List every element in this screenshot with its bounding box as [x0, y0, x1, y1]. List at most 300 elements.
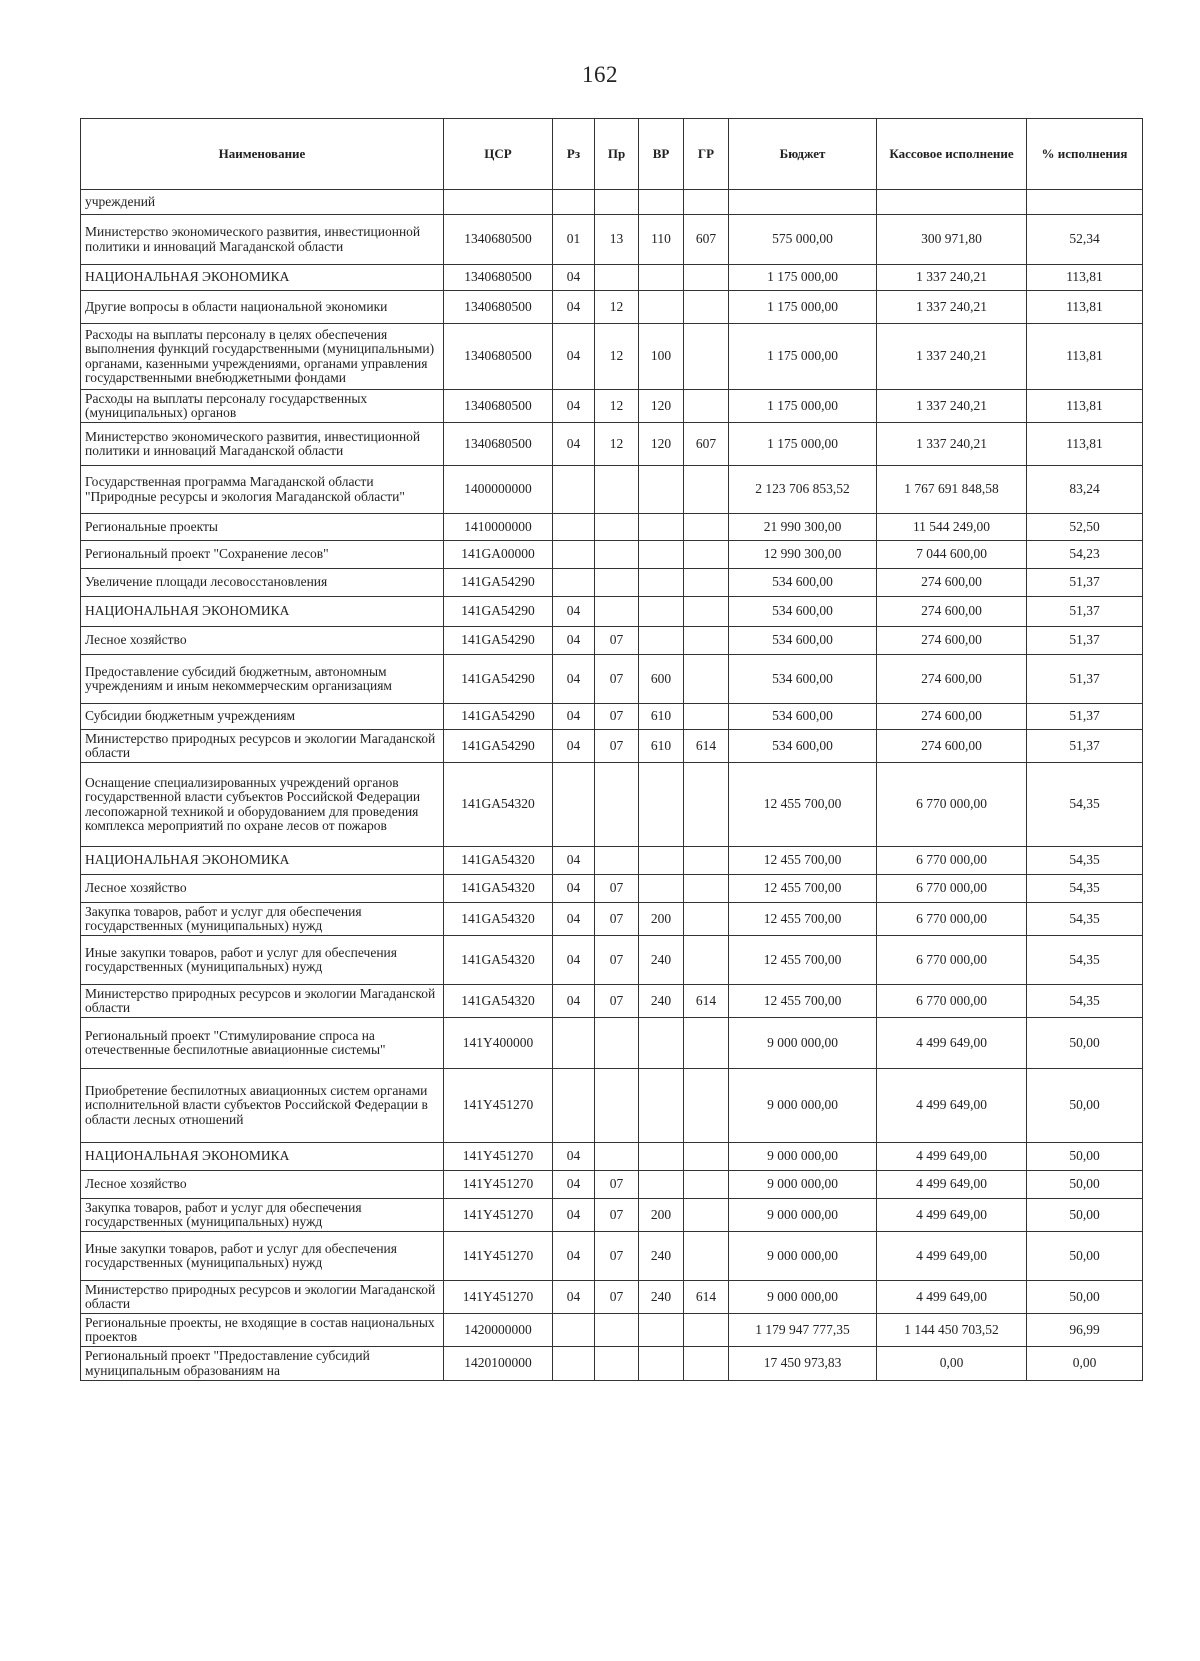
cell-gr: 607 [684, 423, 729, 466]
cell-vr: 610 [639, 730, 684, 763]
table-row [81, 1018, 1143, 1069]
cell-csr: 141GA54290 [444, 730, 553, 763]
cell-budget: 12 455 700,00 [729, 763, 877, 847]
cell-csr: 1400000000 [444, 466, 553, 514]
cell-execution-percent: 50,00 [1027, 1281, 1143, 1314]
cell-csr: 141Y451270 [444, 1281, 553, 1314]
cell-name: учреждений [81, 190, 444, 215]
cell-cash-execution: 6 770 000,00 [877, 763, 1027, 847]
cell-vr [639, 1171, 684, 1199]
cell-rz: 04 [553, 1281, 595, 1314]
cell-rz: 04 [553, 423, 595, 466]
cell-vr [639, 1143, 684, 1171]
cell-name: Министерство природных ресурсов и экологии Магаданской области [81, 1281, 444, 1314]
table-row [81, 763, 1143, 847]
cell-name: Лесное хозяйство [81, 875, 444, 903]
cell-rz: 01 [553, 215, 595, 265]
cell-pr [595, 763, 639, 847]
cell-budget: 12 455 700,00 [729, 936, 877, 985]
cell-csr: 141GA54320 [444, 903, 553, 936]
cell-cash-execution: 6 770 000,00 [877, 875, 1027, 903]
table-header-row [81, 119, 1143, 190]
cell-csr: 1410000000 [444, 514, 553, 541]
cell-rz: 04 [553, 730, 595, 763]
cell-cash-execution: 274 600,00 [877, 655, 1027, 704]
cell-csr: 141GA54320 [444, 847, 553, 875]
cell-gr [684, 1232, 729, 1281]
cell-budget: 12 455 700,00 [729, 875, 877, 903]
header-csr: ЦСР [444, 119, 553, 190]
header-pr: Пр [595, 119, 639, 190]
cell-gr [684, 597, 729, 627]
cell-gr [684, 903, 729, 936]
cell-name: Закупка товаров, работ и услуг для обеспечения государственных (муниципальных) нужд [81, 903, 444, 936]
header-vr: ВР [639, 119, 684, 190]
cell-vr: 600 [639, 655, 684, 704]
cell-vr [639, 1069, 684, 1143]
cell-gr [684, 1347, 729, 1381]
cell-vr: 120 [639, 423, 684, 466]
cell-budget: 9 000 000,00 [729, 1143, 877, 1171]
cell-csr: 141GA54290 [444, 704, 553, 730]
cell-csr: 141GA54290 [444, 569, 553, 597]
cell-name: Министерство природных ресурсов и экологии Магаданской области [81, 985, 444, 1018]
cell-execution-percent: 50,00 [1027, 1018, 1143, 1069]
cell-name: Региональный проект "Предоставление субсидий муниципальным образованиям на [81, 1347, 444, 1381]
cell-execution-percent: 52,50 [1027, 514, 1143, 541]
cell-gr [684, 655, 729, 704]
cell-name: Субсидии бюджетным учреждениям [81, 704, 444, 730]
cell-gr [684, 763, 729, 847]
cell-name: НАЦИОНАЛЬНАЯ ЭКОНОМИКА [81, 1143, 444, 1171]
cell-pr [595, 466, 639, 514]
cell-rz: 04 [553, 655, 595, 704]
cell-execution-percent: 51,37 [1027, 704, 1143, 730]
cell-csr: 141Y451270 [444, 1143, 553, 1171]
page-number: 162 [582, 62, 618, 87]
cell-pr: 07 [595, 704, 639, 730]
cell-name: Лесное хозяйство [81, 1171, 444, 1199]
cell-pr [595, 847, 639, 875]
cell-execution-percent: 113,81 [1027, 291, 1143, 324]
table-body [81, 190, 1143, 1381]
cell-rz [553, 541, 595, 569]
table-row [81, 1069, 1143, 1143]
cell-budget: 1 175 000,00 [729, 390, 877, 423]
cell-pr [595, 541, 639, 569]
cell-pr: 07 [595, 1199, 639, 1232]
cell-cash-execution: 274 600,00 [877, 627, 1027, 655]
cell-gr [684, 847, 729, 875]
cell-name: НАЦИОНАЛЬНАЯ ЭКОНОМИКА [81, 597, 444, 627]
cell-name: Министерство экономического развития, инвестиционной политики и инноваций Магаданской области [81, 423, 444, 466]
cell-budget: 12 990 300,00 [729, 541, 877, 569]
cell-csr: 1420000000 [444, 1314, 553, 1347]
cell-name: Приобретение беспилотных авиационных систем органами исполнительной власти субъектов Российской Федерации в области лесных отношений [81, 1069, 444, 1143]
cell-name: Другие вопросы в области национальной экономики [81, 291, 444, 324]
cell-budget: 1 179 947 777,35 [729, 1314, 877, 1347]
cell-execution-percent: 83,24 [1027, 466, 1143, 514]
cell-execution-percent: 50,00 [1027, 1069, 1143, 1143]
cell-pr [595, 569, 639, 597]
cell-cash-execution: 1 337 240,21 [877, 390, 1027, 423]
cell-csr: 141Y451270 [444, 1199, 553, 1232]
cell-budget: 17 450 973,83 [729, 1347, 877, 1381]
cell-execution-percent: 54,35 [1027, 903, 1143, 936]
cell-pr: 13 [595, 215, 639, 265]
cell-cash-execution: 7 044 600,00 [877, 541, 1027, 569]
cell-rz [553, 1314, 595, 1347]
cell-budget: 1 175 000,00 [729, 265, 877, 291]
cell-execution-percent: 96,99 [1027, 1314, 1143, 1347]
cell-rz [553, 1069, 595, 1143]
cell-vr [639, 190, 684, 215]
cell-cash-execution: 274 600,00 [877, 569, 1027, 597]
cell-budget: 2 123 706 853,52 [729, 466, 877, 514]
cell-name: Региональные проекты [81, 514, 444, 541]
table-row [81, 1199, 1143, 1232]
cell-pr: 07 [595, 655, 639, 704]
cell-execution-percent: 113,81 [1027, 390, 1143, 423]
cell-vr: 200 [639, 1199, 684, 1232]
cell-pr: 12 [595, 390, 639, 423]
cell-budget: 12 455 700,00 [729, 847, 877, 875]
cell-rz: 04 [553, 627, 595, 655]
cell-execution-percent: 51,37 [1027, 597, 1143, 627]
cell-pr: 07 [595, 1281, 639, 1314]
cell-rz [553, 1347, 595, 1381]
cell-name: Предоставление субсидий бюджетным, автономным учреждениям и иным некоммерческим организациям [81, 655, 444, 704]
table-row [81, 1347, 1143, 1381]
cell-vr [639, 1018, 684, 1069]
cell-cash-execution: 4 499 649,00 [877, 1171, 1027, 1199]
table-row [81, 423, 1143, 466]
cell-rz: 04 [553, 291, 595, 324]
cell-execution-percent: 51,37 [1027, 569, 1143, 597]
cell-budget: 1 175 000,00 [729, 291, 877, 324]
cell-budget: 9 000 000,00 [729, 1199, 877, 1232]
cell-execution-percent: 113,81 [1027, 265, 1143, 291]
table-row [81, 466, 1143, 514]
header-name: Наименование [81, 119, 444, 190]
cell-cash-execution: 1 337 240,21 [877, 423, 1027, 466]
cell-rz: 04 [553, 265, 595, 291]
cell-csr: 141Y451270 [444, 1069, 553, 1143]
cell-pr [595, 1018, 639, 1069]
cell-budget: 21 990 300,00 [729, 514, 877, 541]
cell-cash-execution: 6 770 000,00 [877, 936, 1027, 985]
cell-pr [595, 1069, 639, 1143]
cell-rz: 04 [553, 1232, 595, 1281]
table-row [81, 627, 1143, 655]
cell-budget: 9 000 000,00 [729, 1171, 877, 1199]
cell-pr: 12 [595, 291, 639, 324]
cell-name: Лесное хозяйство [81, 627, 444, 655]
cell-execution-percent: 113,81 [1027, 423, 1143, 466]
cell-gr [684, 265, 729, 291]
cell-vr [639, 291, 684, 324]
cell-execution-percent: 51,37 [1027, 627, 1143, 655]
cell-vr [639, 763, 684, 847]
cell-execution-percent [1027, 190, 1143, 215]
cell-pr: 07 [595, 936, 639, 985]
cell-name: Государственная программа Магаданской области "Природные ресурсы и экология Магаданской области" [81, 466, 444, 514]
cell-name: Закупка товаров, работ и услуг для обеспечения государственных (муниципальных) нужд [81, 1199, 444, 1232]
cell-name: Региональный проект "Стимулирование спроса на отечественные беспилотные авиационные системы" [81, 1018, 444, 1069]
cell-execution-percent: 50,00 [1027, 1143, 1143, 1171]
table-row [81, 655, 1143, 704]
cell-vr: 240 [639, 936, 684, 985]
cell-name: Расходы на выплаты персоналу в целях обеспечения выполнения функций государственными (муниципальными) органами, казенными учреждениями, органами управления государственными внебюджетными фондами [81, 324, 444, 390]
table-row [81, 390, 1143, 423]
table-row [81, 190, 1143, 215]
cell-name: Оснащение специализированных учреждений органов государственной власти субъектов Российской Федерации лесопожарной техникой и оборудованием для проведения комплекса мероприятий по охране лесов от пожаров [81, 763, 444, 847]
cell-pr [595, 514, 639, 541]
cell-execution-percent: 54,35 [1027, 763, 1143, 847]
cell-budget: 12 455 700,00 [729, 903, 877, 936]
cell-vr [639, 847, 684, 875]
cell-budget: 9 000 000,00 [729, 1232, 877, 1281]
table-row [81, 569, 1143, 597]
cell-rz: 04 [553, 597, 595, 627]
cell-csr: 1340680500 [444, 291, 553, 324]
cell-cash-execution [877, 190, 1027, 215]
cell-cash-execution: 1 144 450 703,52 [877, 1314, 1027, 1347]
cell-pr: 07 [595, 730, 639, 763]
cell-pr [595, 190, 639, 215]
cell-execution-percent: 54,35 [1027, 936, 1143, 985]
cell-cash-execution: 4 499 649,00 [877, 1232, 1027, 1281]
cell-pr: 07 [595, 1171, 639, 1199]
cell-rz: 04 [553, 324, 595, 390]
header-cash-execution: Кассовое исполнение [877, 119, 1027, 190]
cell-vr: 240 [639, 1232, 684, 1281]
cell-csr: 141GA54290 [444, 655, 553, 704]
cell-rz [553, 1018, 595, 1069]
cell-csr: 1340680500 [444, 215, 553, 265]
cell-execution-percent: 54,23 [1027, 541, 1143, 569]
cell-gr [684, 875, 729, 903]
cell-name: Министерство экономического развития, инвестиционной политики и инноваций Магаданской области [81, 215, 444, 265]
table-row [81, 1232, 1143, 1281]
cell-execution-percent: 54,35 [1027, 847, 1143, 875]
cell-pr: 07 [595, 985, 639, 1018]
cell-gr: 614 [684, 1281, 729, 1314]
cell-vr [639, 569, 684, 597]
cell-pr: 07 [595, 903, 639, 936]
cell-cash-execution: 4 499 649,00 [877, 1018, 1027, 1069]
cell-vr: 120 [639, 390, 684, 423]
cell-cash-execution: 1 767 691 848,58 [877, 466, 1027, 514]
cell-pr: 12 [595, 324, 639, 390]
cell-rz: 04 [553, 985, 595, 1018]
cell-execution-percent: 50,00 [1027, 1232, 1143, 1281]
table-row [81, 291, 1143, 324]
cell-name: Расходы на выплаты персоналу государственных (муниципальных) органов [81, 390, 444, 423]
cell-gr [684, 569, 729, 597]
cell-cash-execution: 6 770 000,00 [877, 847, 1027, 875]
cell-vr [639, 1314, 684, 1347]
cell-rz: 04 [553, 390, 595, 423]
cell-vr [639, 265, 684, 291]
cell-gr [684, 1069, 729, 1143]
cell-pr [595, 265, 639, 291]
cell-csr [444, 190, 553, 215]
cell-execution-percent: 113,81 [1027, 324, 1143, 390]
cell-csr: 1340680500 [444, 423, 553, 466]
cell-rz [553, 466, 595, 514]
budget-execution-table [80, 118, 1143, 1381]
cell-csr: 141GA54320 [444, 763, 553, 847]
cell-rz: 04 [553, 1171, 595, 1199]
cell-pr: 07 [595, 1232, 639, 1281]
cell-gr [684, 1171, 729, 1199]
cell-budget: 534 600,00 [729, 704, 877, 730]
cell-rz: 04 [553, 1143, 595, 1171]
cell-gr [684, 704, 729, 730]
cell-gr [684, 1199, 729, 1232]
cell-csr: 141Y451270 [444, 1232, 553, 1281]
cell-pr [595, 1143, 639, 1171]
cell-vr: 240 [639, 1281, 684, 1314]
cell-budget: 575 000,00 [729, 215, 877, 265]
cell-vr [639, 1347, 684, 1381]
cell-budget: 9 000 000,00 [729, 1018, 877, 1069]
table-row [81, 597, 1143, 627]
cell-name: Региональные проекты, не входящие в состав национальных проектов [81, 1314, 444, 1347]
table-row [81, 875, 1143, 903]
cell-rz: 04 [553, 704, 595, 730]
cell-vr [639, 597, 684, 627]
cell-budget [729, 190, 877, 215]
cell-budget: 9 000 000,00 [729, 1069, 877, 1143]
cell-execution-percent: 50,00 [1027, 1171, 1143, 1199]
cell-name: Иные закупки товаров, работ и услуг для обеспечения государственных (муниципальных) нужд [81, 936, 444, 985]
cell-vr [639, 514, 684, 541]
table-row [81, 936, 1143, 985]
cell-name: Региональный проект "Сохранение лесов" [81, 541, 444, 569]
cell-csr: 1420100000 [444, 1347, 553, 1381]
cell-cash-execution: 6 770 000,00 [877, 985, 1027, 1018]
cell-vr [639, 627, 684, 655]
cell-csr: 141Y400000 [444, 1018, 553, 1069]
cell-rz [553, 190, 595, 215]
cell-gr [684, 1314, 729, 1347]
cell-cash-execution: 0,00 [877, 1347, 1027, 1381]
cell-vr: 100 [639, 324, 684, 390]
header-budget: Бюджет [729, 119, 877, 190]
cell-name: Увеличение площади лесовосстановления [81, 569, 444, 597]
cell-rz: 04 [553, 875, 595, 903]
cell-cash-execution: 274 600,00 [877, 704, 1027, 730]
header-gr: ГР [684, 119, 729, 190]
cell-csr: 141GA54320 [444, 985, 553, 1018]
cell-gr [684, 514, 729, 541]
cell-gr [684, 1018, 729, 1069]
table-row [81, 985, 1143, 1018]
cell-budget: 9 000 000,00 [729, 1281, 877, 1314]
cell-budget: 1 175 000,00 [729, 423, 877, 466]
cell-rz: 04 [553, 903, 595, 936]
table-row [81, 1314, 1143, 1347]
cell-cash-execution: 4 499 649,00 [877, 1281, 1027, 1314]
table-row [81, 730, 1143, 763]
cell-vr [639, 875, 684, 903]
cell-pr [595, 1314, 639, 1347]
cell-gr [684, 541, 729, 569]
cell-budget: 1 175 000,00 [729, 324, 877, 390]
cell-pr [595, 1347, 639, 1381]
cell-execution-percent: 50,00 [1027, 1199, 1143, 1232]
cell-gr: 614 [684, 730, 729, 763]
cell-csr: 141GA00000 [444, 541, 553, 569]
cell-vr [639, 466, 684, 514]
table-row [81, 704, 1143, 730]
cell-rz [553, 514, 595, 541]
cell-cash-execution: 4 499 649,00 [877, 1069, 1027, 1143]
cell-cash-execution: 300 971,80 [877, 215, 1027, 265]
table-row [81, 1281, 1143, 1314]
cell-vr: 110 [639, 215, 684, 265]
cell-gr: 607 [684, 215, 729, 265]
cell-pr: 07 [595, 875, 639, 903]
cell-budget: 12 455 700,00 [729, 985, 877, 1018]
cell-gr: 614 [684, 985, 729, 1018]
cell-cash-execution: 6 770 000,00 [877, 903, 1027, 936]
table-row [81, 215, 1143, 265]
cell-name: НАЦИОНАЛЬНАЯ ЭКОНОМИКА [81, 847, 444, 875]
cell-vr: 240 [639, 985, 684, 1018]
table-row [81, 265, 1143, 291]
cell-execution-percent: 54,35 [1027, 875, 1143, 903]
cell-budget: 534 600,00 [729, 730, 877, 763]
cell-cash-execution: 274 600,00 [877, 597, 1027, 627]
cell-vr: 200 [639, 903, 684, 936]
cell-pr: 12 [595, 423, 639, 466]
cell-gr [684, 936, 729, 985]
cell-cash-execution: 4 499 649,00 [877, 1143, 1027, 1171]
cell-rz [553, 569, 595, 597]
cell-csr: 141GA54290 [444, 597, 553, 627]
cell-pr: 07 [595, 627, 639, 655]
cell-pr [595, 597, 639, 627]
cell-name: Иные закупки товаров, работ и услуг для обеспечения государственных (муниципальных) нужд [81, 1232, 444, 1281]
cell-csr: 141GA54320 [444, 936, 553, 985]
cell-cash-execution: 11 544 249,00 [877, 514, 1027, 541]
cell-budget: 534 600,00 [729, 627, 877, 655]
table-row [81, 1143, 1143, 1171]
table-row [81, 903, 1143, 936]
cell-name: НАЦИОНАЛЬНАЯ ЭКОНОМИКА [81, 265, 444, 291]
cell-cash-execution: 1 337 240,21 [877, 291, 1027, 324]
table-row [81, 541, 1143, 569]
cell-vr [639, 541, 684, 569]
cell-gr [684, 324, 729, 390]
table-row [81, 514, 1143, 541]
cell-csr: 1340680500 [444, 265, 553, 291]
cell-gr [684, 466, 729, 514]
cell-gr [684, 291, 729, 324]
cell-csr: 141GA54320 [444, 875, 553, 903]
cell-rz [553, 763, 595, 847]
cell-cash-execution: 1 337 240,21 [877, 324, 1027, 390]
cell-csr: 1340680500 [444, 324, 553, 390]
cell-cash-execution: 1 337 240,21 [877, 265, 1027, 291]
cell-csr: 141GA54290 [444, 627, 553, 655]
cell-rz: 04 [553, 847, 595, 875]
cell-csr: 1340680500 [444, 390, 553, 423]
cell-cash-execution: 4 499 649,00 [877, 1199, 1027, 1232]
